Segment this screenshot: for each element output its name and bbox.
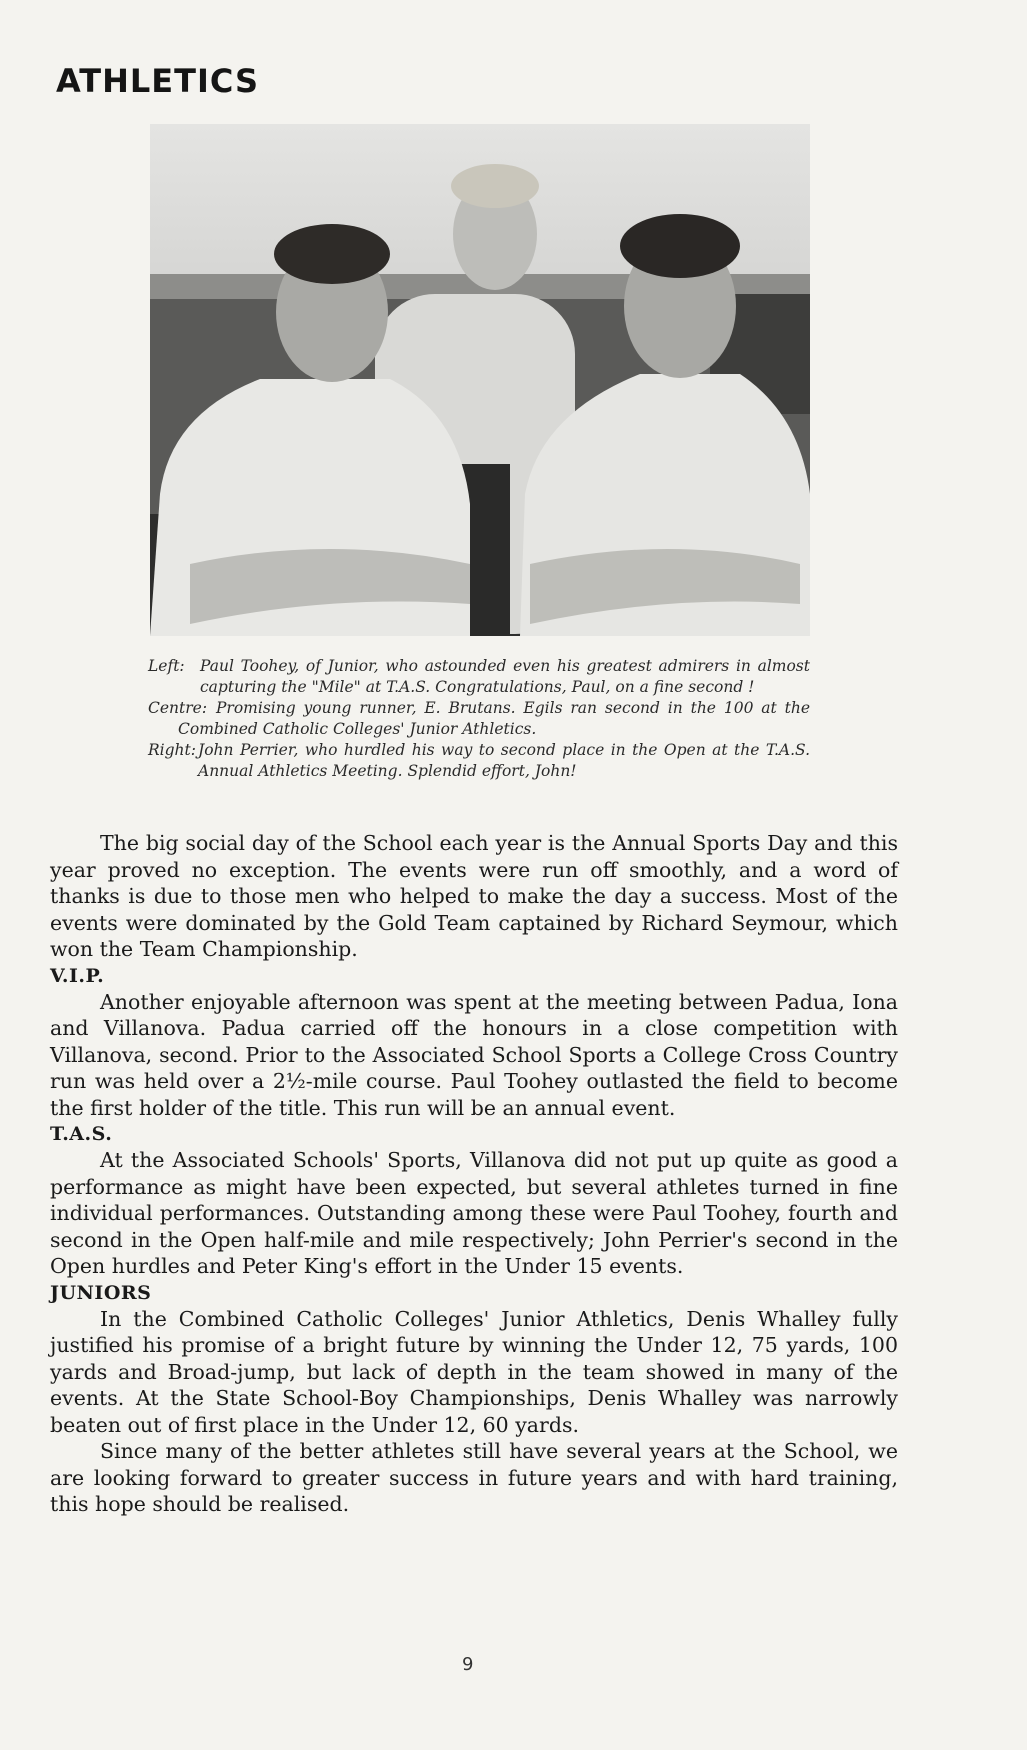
caption-centre-label: Centre: <box>148 699 208 717</box>
caption-right-text: John Perrier, who hurdled his way to second place in the Open at the T.A.S. Annual Athletics Meeting. Splendid effort, John! <box>198 741 810 780</box>
vip-heading: V.I.P. <box>50 964 105 987</box>
tas-heading: T.A.S. <box>50 1123 113 1145</box>
closing-paragraph: Since many of the better athletes still have several years at the School, we are looking forward to greater success in future years and with hard training, this hope should be realised. <box>50 1439 898 1516</box>
photo-caption <box>148 656 810 782</box>
photo-icon <box>150 124 810 636</box>
caption-centre-text: Promising young runner, E. Brutans. Egils ran second in the 100 at the Combined Catholic Colleges' Junior Athletics. <box>178 699 810 738</box>
page-heading: ATHLETICS <box>56 62 259 100</box>
vip-paragraph: Another enjoyable afternoon was spent at the meeting between Padua, Iona and Villanova. Padua carried off the honours in a close competition with Villanova, second. Prior to the Associated School Sports a College Cross Country run was held over a 2½-mile course. Paul Toohey outlasted the field to become the first holder of the title. This run will be an annual event. <box>50 989 898 1120</box>
caption-left-label: Left: <box>148 657 185 675</box>
page-number: 9 <box>462 1654 474 1675</box>
intro-paragraph: The big social day of the School each year is the Annual Sports Day and this year proved no exception. The events were run off smoothly, and a word of thanks is due to those men who helped to make the day a success. Most of the events were dominated by the Gold Team captained by Richard Seymour, which won the Team Championship. <box>50 831 898 961</box>
caption-left-text: Paul Toohey, of Junior, who astounded even his greatest admirers in almost capturing the "Mile" at T.A.S. Congratulations, Paul, on a fine second ! <box>200 657 810 696</box>
caption-right <box>148 740 810 782</box>
tas-paragraph: At the Associated Schools' Sports, Villanova did not put up quite as good a performance as might have been expected, but several athletes turned in fine individual performances. Outstanding among these were Paul Toohey, fourth and second in the Open half-mile and mile respectively; John Perrier's second in the Open hurdles and Peter King's effort in the Under 15 events. <box>50 1148 898 1278</box>
juniors-heading: JUNIORS <box>50 1281 152 1304</box>
athletes-photo <box>150 124 810 636</box>
caption-right-label: Right: <box>148 741 196 759</box>
article-body <box>50 830 898 1518</box>
juniors-paragraph: In the Combined Catholic Colleges' Junior Athletics, Denis Whalley fully justified his promise of a bright future by winning the Under 12, 75 yards, 100 yards and Broad-jump, but lack of depth in the team showed in many of the events. At the State School-Boy Championships, Denis Whalley was narrowly beaten out of first place in the Under 12, 60 yards. <box>50 1306 898 1437</box>
caption-left <box>148 656 810 698</box>
caption-centre <box>148 698 810 740</box>
